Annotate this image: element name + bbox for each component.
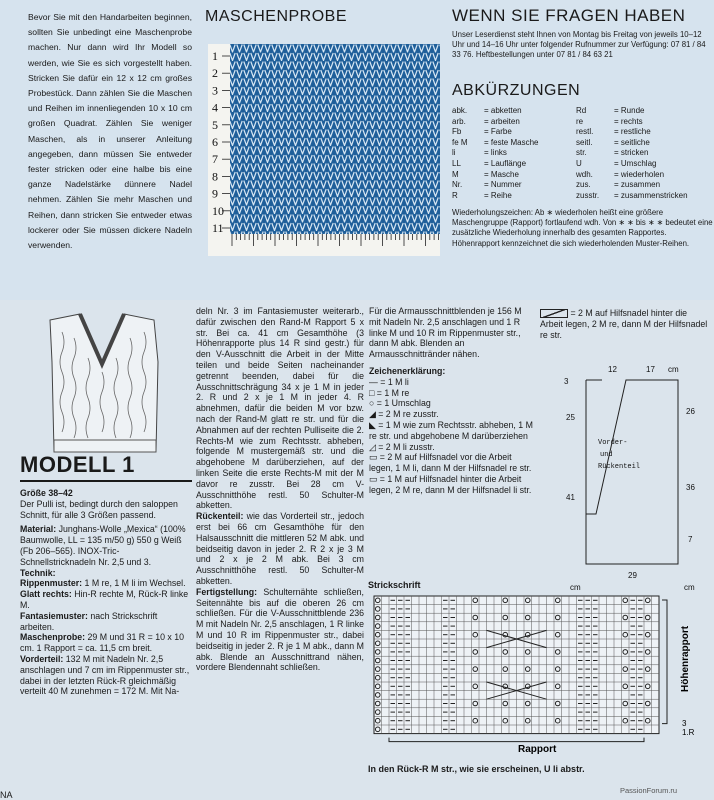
schnitt-label-3: Rückenteil	[598, 463, 641, 471]
column-1	[20, 488, 192, 697]
abk-cell: = zusammenstricken	[614, 190, 688, 200]
material-label: Material:	[20, 524, 57, 535]
hoehenrapport-label: Höhenrapport	[680, 625, 691, 692]
maschenprobe-text: 29 M und 31 R = 10 x 10 cm. 1 Rapport = ca. 11,5 cm breit.	[20, 632, 185, 654]
schnitt-cm-br: cm	[684, 583, 695, 592]
abk-cell: = arbeiten	[484, 116, 520, 126]
abk-cell: = Lauflänge	[484, 158, 527, 168]
schnitt-12: 12	[608, 365, 617, 374]
modell-title: MODELL 1	[20, 452, 135, 477]
ruler-number: 10	[212, 203, 224, 218]
zeichen-item: ▭ = 1 M auf Hilfsnadel hinter die Arbeit legen, 2 M re, dann M der Hilfsnadel li str.	[369, 473, 532, 495]
zeichen-item: ◿ = 2 M li zusstr.	[369, 441, 435, 452]
strickschrift-title: Strickschrift	[368, 580, 421, 590]
abk-cell: fe M	[452, 137, 468, 147]
rapport-bracket	[389, 738, 644, 742]
service-text: Unser Leserdienst steht Ihnen von Montag bis Freitag von jeweils 10–12 Uhr und 14–16 Uhr unter folgender Rufnummer zur Verfügung: 07 81 / 84 33 76. Heftbestellungen unter 07 81 / 84 63 21	[452, 30, 706, 60]
modell-underline	[20, 480, 192, 482]
abkuerzungen-title: ABKÜRZUNGEN	[452, 82, 581, 99]
fragen-title: WENN SIE FRAGEN HABEN	[452, 6, 686, 25]
technik-label: Technik:	[20, 567, 56, 578]
fertigstellung-label: Fertigstellung:	[196, 586, 258, 597]
abk-cell: Fb	[452, 127, 462, 137]
ruler-number: 5	[212, 117, 218, 132]
ruler-number: 2	[212, 66, 218, 81]
page-number: NA	[0, 790, 13, 800]
abk-cell: arb.	[452, 116, 466, 126]
abk-cell: = seitliche	[614, 137, 650, 147]
groesse-text: Der Pulli ist, bedingt durch den saloppen Schnitt, für alle 3 Größen passend.	[20, 498, 178, 520]
zeichen-list	[369, 377, 533, 496]
zeichen-item: ○ = 1 Umschlag	[369, 398, 431, 409]
col4-text: = 2 M auf Hilfsnadel hinter die Arbeit legen, 2 M re, dann M der Hilfsnadel re str.	[540, 308, 708, 340]
ruler-number: 3	[212, 83, 218, 98]
abkuerzungen-table	[452, 106, 712, 201]
abk-cell: = links	[484, 148, 507, 158]
schnitt-29: 29	[628, 571, 637, 580]
ruler-number: 7	[212, 152, 218, 167]
abk-cell: re	[576, 116, 584, 126]
schnitt-25: 25	[566, 413, 575, 422]
wiederholung-text: Wiederholungszeichen: Ab ∗ wiederholen heißt eine größere Maschengruppe (Rapport) fortlaufend wdh. Von ∗ ∗ bis ∗ ∗ bedeutet eine zusätzliche Wiederholung innerhalb des gesamten Rapportes. Höhenrapport kennzeichnet die sich wiederholenden Muster-Reihen.	[452, 208, 713, 248]
abk-cell: = Farbe	[484, 127, 512, 137]
maschenprobe-title: MASCHENPROBE	[205, 8, 348, 25]
vest-illustration	[40, 312, 170, 462]
intro-text: Bevor Sie mit den Handarbeiten beginnen, sollten Sie unbedingt eine Maschenprobe machen. Nur dann wird Ihr Modell so werden, wie Sie es sich vorgestellt haben. Stricken Sie dafür ein 12 x 12 cm großes Probestück. Dann zählen Sie die Maschen und Reihen im innenliegenden 10 x 10 cm großen Quadrat. Zählen Sie weniger Maschen, als in unserer Anleitung angegeben, dann müssen Sie entweder fester stricken oder eine halbe bis eine ganze Nadelstärke dünnere Nadel nehmen. Zählen Sie mehr Maschen und Reihen, dann stricken Sie entweder etwas lockerer oder Sie müssen dickere Nadeln verwenden.	[28, 12, 192, 251]
schnitt-cm-bl: cm	[570, 583, 581, 592]
abk-cell: M	[452, 169, 459, 179]
abk-cell: = Umschlag	[614, 158, 657, 168]
zeichen-item: ▭ = 2 M auf Hilfsnadel vor die Arbeit legen, 1 M li, dann M der Hilfsnadel re str.	[369, 452, 532, 474]
zeichen-item: ◢ = 2 M re zusstr.	[369, 409, 439, 420]
schnitt-label-1: Vorder-	[598, 439, 628, 447]
abk-cell: = Masche	[484, 169, 519, 179]
abk-cell: = Nummer	[484, 180, 522, 190]
column-3	[369, 306, 533, 496]
abk-row	[452, 170, 712, 181]
cable-symbol-icon	[540, 309, 568, 318]
schnitt-36: 36	[686, 483, 695, 492]
abk-cell: restl.	[576, 127, 594, 137]
schnitt-3: 3	[564, 377, 569, 386]
schnitt-diagram	[556, 364, 710, 596]
column-2	[196, 306, 364, 673]
knit-texture	[228, 44, 440, 234]
abk-cell: = wiederholen	[614, 169, 665, 179]
schnitt-41: 41	[566, 493, 575, 502]
fantasie-text: nach Strickschrift arbeiten.	[20, 610, 158, 632]
abk-row	[452, 148, 712, 159]
schnitt-7: 7	[688, 535, 693, 544]
abk-cell: zus.	[576, 180, 591, 190]
abk-cell: = rechts	[614, 116, 643, 126]
col2-text: deln Nr. 3 im Fantasiemuster weiterarb., dafür zwischen den Rand-M Rapport 5 x str. Bei ca. 41 cm Gesamthöhe (3 Höhenrapporte plus 14 R sind gestr.) für den V-Ausschnitt die Arbeit in der Mitte teilen und beide Seiten nacheinander getrennt beenden, dabei für die Ausschnittschrägung 34 x je 1 M in jeder 2. R und 2 x je 1 M in jeder 4. R abnehmen, dafür die beiden M vor bzw. nach der Rand-M glatt re str. und für die Abnahmen auf der rechten Pulliseite die 2. Rechts-M wie zum Rechtsstr. abheben, folgende M mustergemäß str. und die abgehobene M darüberziehen, auf der linken Seite die erste Rechts-M mit der M davor re zusstr. Bei 28 cm V-Ausschnitthöhe restl. 50 Schulter-M abketten.	[196, 306, 364, 511]
abk-row	[452, 180, 712, 191]
abk-cell: R	[452, 190, 458, 200]
ruler-number: 8	[212, 169, 218, 184]
ruler-number: 11	[212, 221, 224, 235]
schnitt-label-2: und	[600, 451, 613, 459]
material-text: Junghans-Wolle „Mexica“ (100% Baumwolle, LL = 135 m/50 g) 550 g Weiß (Fb 206–565). INOX-Tric-Schnellstricknadeln Nr. 2,5 und 3.	[20, 524, 186, 567]
abk-row	[452, 159, 712, 170]
strickschrift-caption: In den Rück-R M str., wie sie erscheinen, U li abstr.	[368, 764, 585, 774]
abk-cell: str.	[576, 148, 587, 158]
row-3-label: 3	[682, 719, 687, 728]
glatt-text: Hin-R rechte M, Rück-R linke M.	[20, 589, 189, 610]
rueckenteil-label: Rückenteil:	[196, 511, 244, 522]
abk-cell: = Runde	[614, 106, 645, 115]
abk-cell: = abketten	[484, 106, 522, 115]
rueckenteil-text: wie das Vorderteil str., jedoch erst bei 66 cm Gesamthöhe für den Halsausschnitt die mittleren 52 M abk. und beidseitig davon in jeder 2. R 2 x je 3 M und 2 x je 2 M abk. Bei 3 cm Ausschnitthöhe restl. 50 Schulter-M abketten.	[196, 511, 364, 586]
vorderteil-text: 132 M mit Nadeln Nr. 2,5 anschlagen und 7 cm im Rippenmuster str., dabei in der letzten Rück-R gleichmäßig verteilt 40 M zunehmen = 172 M. Mit Na-	[20, 653, 190, 697]
abk-cell: wdh.	[576, 169, 593, 179]
abk-row	[452, 117, 712, 128]
ruler-horizontal	[208, 234, 440, 256]
abk-row	[452, 138, 712, 149]
abk-cell: abk.	[452, 106, 468, 115]
maschenprobe-swatch	[208, 44, 440, 256]
rippen-text: 1 M re, 1 M li im Wechsel.	[82, 578, 186, 589]
ruler-number: 9	[212, 186, 218, 201]
zeichen-title: Zeichenerklärung:	[369, 365, 446, 376]
abk-cell: Rd	[576, 106, 587, 115]
abk-row	[452, 106, 712, 117]
glatt-label: Glatt rechts:	[20, 589, 72, 600]
abk-cell: zusstr.	[576, 190, 600, 200]
row-1-label: 1.R	[682, 728, 695, 737]
abk-cell: LL	[452, 158, 461, 168]
abk-cell: = restliche	[614, 127, 651, 137]
abk-cell: seitl.	[576, 137, 593, 147]
ruler-number: 1	[212, 49, 218, 63]
fertigstellung-text: Schulternähte schließen, Seitennähte bis auf die oberen 26 cm schließen. Für die V-Ausschnittblende 236 M mit Nadeln Nr. 2,5 anschlagen, 1 R linke M und 10 R im Rippenmuster str., dabei beidseitig in jeder 2. R je 1 M abk., dann M abk. Blende an Ausschnittrand nähen, vordere Blendennaht schließen.	[196, 586, 364, 673]
column-4	[540, 308, 710, 340]
abk-row	[452, 127, 712, 138]
abk-cell: = stricken	[614, 148, 649, 158]
abk-cell: Nr.	[452, 180, 463, 190]
col3-text: Für die Armausschnittblenden je 156 M mit Nadeln Nr. 2,5 anschlagen und 1 R linke M und 10 R im Rippenmuster str., dann M abk. Blenden an Armausschnittränder nähen.	[369, 306, 522, 360]
ruler-number: 6	[212, 135, 218, 149]
zeichen-item: □ = 1 M re	[369, 387, 410, 398]
abk-cell: = feste Masche	[484, 137, 539, 147]
hoehenrapport-bracket	[662, 600, 667, 724]
abk-cell: = zusammen	[614, 180, 661, 190]
abk-cell: li	[452, 148, 456, 158]
vorderteil-label: Vorderteil:	[20, 653, 64, 664]
fantasie-label: Fantasiemuster:	[20, 610, 88, 621]
zeichen-item: — = 1 M li	[369, 376, 409, 387]
zeichen-item: ◣ = 1 M wie zum Rechtsstr. abheben, 1 M re str. und abgehobene M darüberziehen	[369, 419, 533, 441]
groesse-label: Größe 38–42	[20, 488, 73, 498]
schnitt-17: 17	[646, 365, 655, 374]
footer-site: PassionForum.ru	[620, 786, 678, 795]
strickschrift-chart	[368, 592, 710, 762]
maschenprobe-label: Maschenprobe:	[20, 632, 86, 643]
schnitt-26: 26	[686, 407, 695, 416]
rippen-label: Rippenmuster:	[20, 578, 83, 589]
abk-row	[452, 191, 712, 202]
schnitt-cm-top: cm	[668, 365, 679, 374]
abk-cell: U	[576, 158, 582, 168]
abk-cell: = Reihe	[484, 190, 512, 200]
ruler-number: 4	[212, 100, 218, 115]
rapport-label: Rapport	[518, 744, 557, 755]
